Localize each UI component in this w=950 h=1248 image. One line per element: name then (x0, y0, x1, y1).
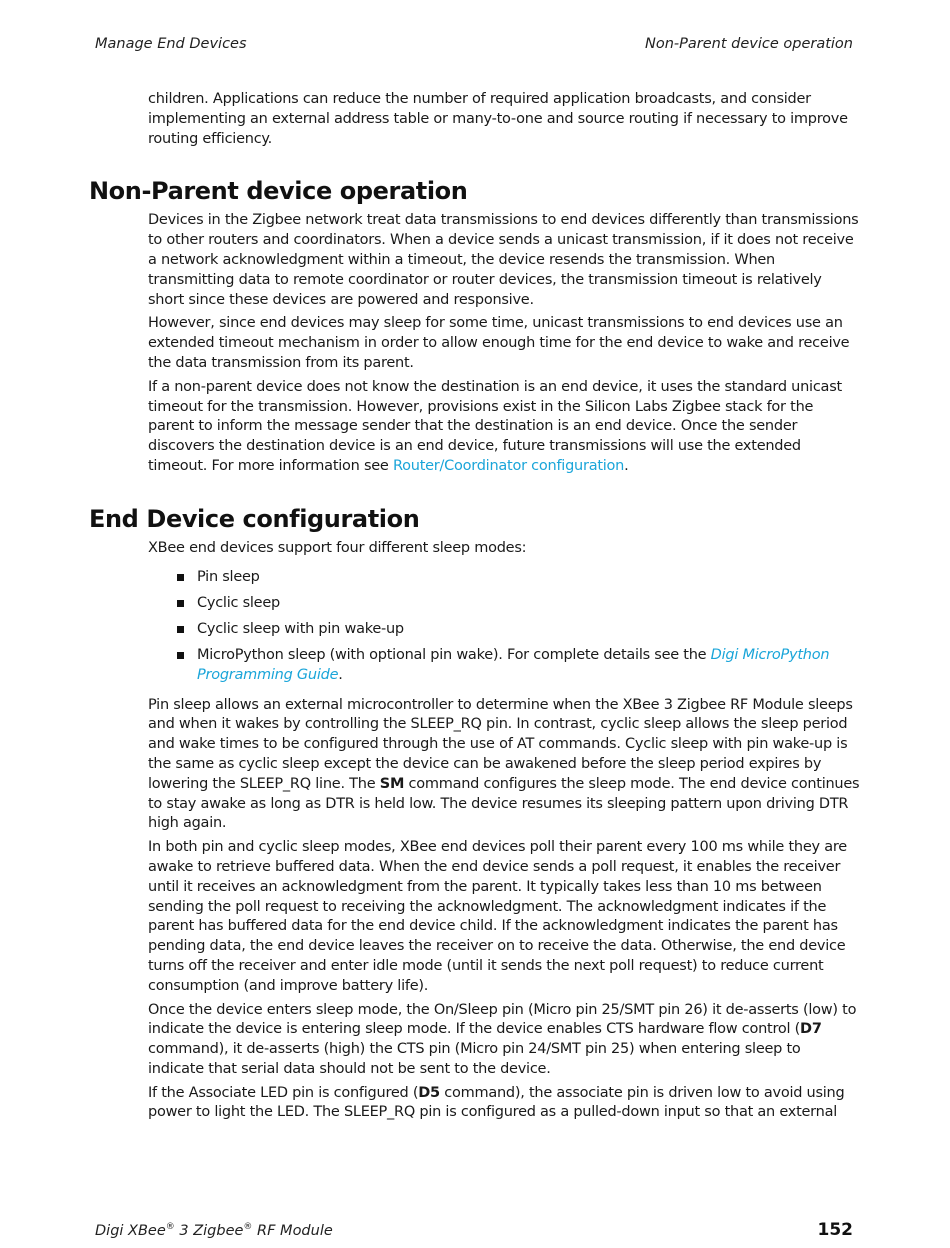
d5-command: D5 (418, 1084, 440, 1101)
section-heading-end-device: End Device configuration (89, 504, 420, 533)
footer-title-mid: 3 Zigbee (174, 1223, 244, 1239)
list-item (197, 567, 847, 588)
square-bullet-icon (177, 652, 184, 659)
end-device-paragraph-2: In both pin and cyclic sleep modes, XBee end devices poll their parent every 100 ms while they are awake to retrieve buffered data. When the end device sends a poll request, it enables the receiver until it receives an acknowledgment from the parent. It typically takes less than 10 ms between sending the poll request to receiving the acknowledgment. The acknowledgment indicates if the parent has buffered data for the end device child. If the acknowledgment indicates the parent has pending data, the end device leaves the receiver on to receive the data. Otherwise, the end device turns off the receiver and enter idle mode (until it sends the next poll request) to reduce current consumption (and improve battery life). (148, 839, 847, 994)
running-header (95, 36, 853, 52)
non-parent-paragraph-1: Devices in the Zigbee network treat data transmissions to end devices differently than transmissions to other routers and coordinators. When a device sends a unicast transmission, if it does not receive a network acknowledgment within a timeout, the device resends the transmission. When transmitting data to remote coordinator or router devices, the transmission timeout is relatively short since these devices are powered and responsive. (148, 212, 859, 308)
list-item-end: . (338, 667, 343, 684)
list-item-text: Cyclic sleep with pin wake-up (197, 620, 404, 637)
square-bullet-icon (177, 626, 184, 633)
end-device-paragraph-1-a: Pin sleep allows an external microcontroller to determine when the XBee 3 Zigbee RF Module sleeps and when it wakes by controlling the SLEEP_RQ pin. In contrast, cyclic sleep allows the sleep period and wake times to be configured through the use of AT commands. Cyclic sleep with pin wake-up is the same as cyclic sleep except the device can be awakened before the sleep period expires by lowering the SLEEP_RQ line. The (148, 696, 853, 792)
section-heading-non-parent: Non-Parent device operation (89, 177, 468, 206)
list-item (197, 593, 847, 614)
d7-command: D7 (800, 1021, 822, 1038)
square-bullet-icon (177, 600, 184, 607)
running-footer (95, 1220, 853, 1240)
page-content (89, 90, 859, 1127)
end-device-paragraph-3 (148, 1001, 860, 1080)
list-item-text: MicroPython sleep (with optional pin wake). For complete details see the (197, 646, 711, 663)
square-bullet-icon (177, 574, 184, 581)
registered-mark: ® (165, 1222, 175, 1233)
end-device-paragraph-1-b: command configures the sleep mode. The end device continues to stay awake as long as DTR is held low. The device resumes its sleeping pattern upon driving DTR high again. (148, 775, 860, 832)
non-parent-paragraph-2: However, since end devices may sleep for some time, unicast transmissions to end devices use an extended timeout mechanism in order to allow enough time for the end device to wake and receive the data transmission from its parent. (148, 315, 850, 371)
end-device-intro: XBee end devices support four different sleep modes: (148, 539, 527, 556)
footer-title-prefix: Digi XBee (95, 1223, 166, 1239)
sleep-modes-list (197, 567, 847, 686)
page-number: 152 (817, 1220, 853, 1240)
footer-product-title (95, 1222, 333, 1239)
non-parent-paragraph-3 (148, 378, 860, 477)
non-parent-paragraph-3-text: If a non-parent device does not know the destination is an end device, it uses the standard unicast timeout for the transmission. However, provisions exist in the Silicon Labs Zigbee stack for the parent to inform the message sender that the destination is an end device. Once the sender discovers the destination device is an end device, future transmissions will use the extended timeout. For more information see (148, 378, 842, 474)
registered-mark: ® (243, 1222, 253, 1233)
end-device-paragraph-1 (148, 696, 860, 835)
end-device-paragraph-4-a: If the Associate LED pin is configured ( (148, 1084, 419, 1101)
end-device-paragraph-3-a: Once the device enters sleep mode, the On/Sleep pin (Micro pin 25/SMT pin 26) it de-asserts (low) to indicate the device is entering sleep mode. If the device enables CTS hardware flow control ( (148, 1001, 857, 1038)
router-coordinator-config-link[interactable]: Router/Coordinator configuration (392, 457, 625, 474)
list-item-text: Cyclic sleep (197, 594, 280, 611)
list-item (197, 619, 847, 640)
end-device-paragraph-4 (148, 1084, 860, 1124)
header-section-title: Non-Parent device operation (645, 36, 853, 52)
end-device-paragraph-4-b: command), the associate pin is driven low to avoid using power to light the LED. The SLEEP_RQ pin is configured as a pulled-down input so that an external (148, 1084, 845, 1121)
footer-title-suffix: RF Module (252, 1223, 333, 1239)
header-chapter-title: Manage End Devices (95, 36, 247, 52)
list-item (197, 645, 847, 686)
list-item-text: Pin sleep (197, 568, 260, 585)
non-parent-paragraph-3-end: . (624, 457, 629, 474)
micropython-guide-link[interactable]: Digi MicroPython Programming Guide (197, 646, 830, 684)
intro-paragraph: children. Applications can reduce the number of required application broadcasts, and consider implementing an external address table or many-to-one and source routing if necessary to improve routing efficiency. (148, 91, 848, 147)
end-device-paragraph-3-b: command), it de-asserts (high) the CTS pin (Micro pin 24/SMT pin 25) when entering sleep to indicate that serial data should not be sent to the device. (148, 1041, 801, 1077)
sm-command: SM (379, 775, 405, 792)
